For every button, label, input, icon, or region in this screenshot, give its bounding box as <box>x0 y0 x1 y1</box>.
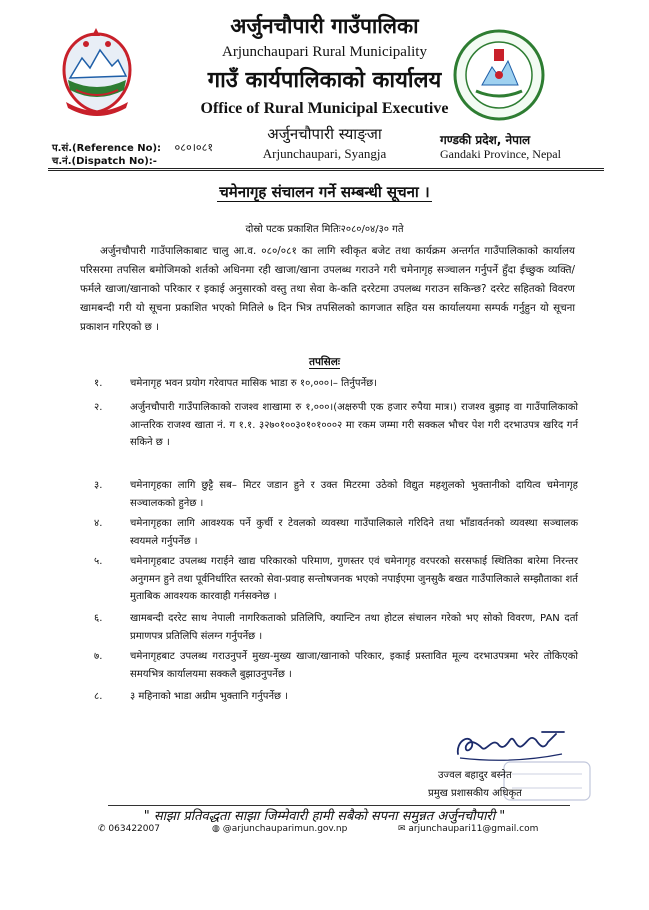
globe-icon: ◍ <box>212 824 220 834</box>
municipality-name-nepali: अर्जुनचौपारी गाउँपालिका <box>230 13 419 38</box>
signatory-designation: प्रमुख प्रशासकीय अधिकृत <box>428 788 522 799</box>
website-text: @arjunchauparimun.gov.np <box>222 824 348 834</box>
province-english: Gandaki Province, Nepal <box>440 147 561 161</box>
list-item-text: चमेनागृहका लागि छुट्टै सब– मिटर जडान हुने र उक्त मिटरमा उठेको विद्युत महशुलको भुक्तानीको दायित्व चमेनागृह सञ्चालकको हुनेछ । <box>130 480 578 509</box>
list-item-text: अर्जुनचौपारी गाउँपालिकाको राजश्व शाखामा रु १,०००।(अक्षरुपी एक हजार रुपैया मात्र।) राजश्व बुझाइ वा गाउँपालिकाको आन्तरिक राजश्व खाता नं. ग १.१. ३२७०१००३०१०१०००२ मा रकम जम्मा गरी सक्कल भौचर पेश गरी दरभाउपत्र खरिद गर्न सकिने छ । <box>130 402 578 448</box>
reference-value: ०८०।०८१ <box>174 141 214 154</box>
list-item-number: ७. <box>94 651 103 662</box>
email-contact <box>398 824 538 834</box>
notice-title-text: चमेनागृह संचालन गर्ने सम्बन्धी सूचना । <box>219 183 430 201</box>
nepal-emblem-logo <box>56 28 138 118</box>
signatory-name: उज्वल बहादुर बस्नेत <box>438 770 512 781</box>
list-item-text: खामबन्दी दररेट साथ नेपाली नागरिकताको प्रतिलिपि, क्यान्टिन तथा होटल संचालन गरेको भए सोको विवरण, PAN दर्ता प्रमाणपत्र प्रतिलिपि संलग्न गर्नुपर्नेछ । <box>130 613 578 642</box>
list-item-text: चमेनागृहबाट उपलब्ध गराउनुपर्ने मुख्य-मुख्य खाजा/खानाको परिकार, इकाई प्रस्तावित मूल्य दरभाउपत्रमा भरेर तोकिएको समयभित्र कार्यालयमा सक्कलै बुझाउनुपर्नेछ । <box>130 651 578 680</box>
notice-title <box>0 182 649 202</box>
notice-intro-paragraph: अर्जुनचौपारी गाउँपालिकाबाट चालु आ.व. ०८०/०८१ का लागि स्वीकृत बजेट तथा कार्यक्रम अन्तर्गत गाउँपालिकाको कार्यालय परिसरमा तपसिल बमोजिमको शर्तको अधिनमा रही खाजा/खाना उपलब्ध गराउने गरी चमेनागृह सञ्चालन गर्नुपर्ने हुँदा ईच्छुक व्यक्ति/फर्मले खाजा/खानाको परिकार र इकाई अनुसारको वस्तु तथा सेवा के-कति दररेटमा उपलब्ध गराउन सकिन्छ? दररेट सहितको विवरण खामबन्दी गरी यो सूचना प्रकाशित भएको मितिले ७ दिन भित्र तपसिलको कागजात सहित यस कार्यालयमा सम्पर्क गर्नुहुन यो सूचना प्रकाशन गरिएको छ । <box>80 245 575 333</box>
details-heading <box>0 355 649 369</box>
list-item-number: १. <box>94 378 103 389</box>
phone-number: 063422007 <box>108 824 160 834</box>
handwritten-signature <box>452 724 572 764</box>
dispatch-label: च.नं.(Dispatch No):- <box>52 156 157 167</box>
list-item-text: चमेनागृह भवन प्रयोग गरेवापत मासिक भाडा रु १०,०००।– तिर्नुपर्नेछ। <box>130 378 377 389</box>
reference-label: प.सं.(Reference No): <box>52 143 162 154</box>
list-item-number: ४. <box>94 518 103 529</box>
list-item-number: ६. <box>94 613 103 624</box>
header-divider <box>48 168 604 169</box>
header-divider-second <box>48 170 604 171</box>
slogan: " साझा प्रतिवद्धता साझा जिम्मेवारी हामी सबैको सपना समुन्नत अर्जुनचौपारी " <box>143 809 506 824</box>
list-item-text: चमेनागृहका लागि आवश्यक पर्ने कुर्ची र टेवलको व्यवस्था गाउँपालिकाले गरिदिने तथा भाँडावर्तनको व्यवस्था सञ्चालक स्वयमले गर्नुपर्नेछ । <box>130 518 578 547</box>
municipality-name-english: Arjunchaupari Rural Municipality <box>222 44 427 60</box>
list-item-number: ३. <box>94 480 103 491</box>
office-name-english: Office of Rural Municipal Executive <box>200 100 449 117</box>
list-item-number: ५. <box>94 556 103 567</box>
phone-contact <box>98 824 160 834</box>
published-date: दोस्रो पटक प्रकाशित मितिः२०८०/०४/३० गते <box>245 224 404 235</box>
list-item-number: ८. <box>94 691 103 702</box>
province-nepali: गण्डकी प्रदेश, नेपाल <box>440 133 531 147</box>
list-item-text: चमेनागृहबाट उपलब्ध गराईने खाद्य परिकारको परिमाण, गुणस्तर एवं चमेनागृह वरपरको सरसफाई स्थितिका बारेमा निरन्तर अनुगमन हुने तथा पूर्वनिर्धारित स्तरको सेवा-प्रवाह सन्तोषजनक भएको नपाईएमा जुनसुकै बखत गाउँपालिकाले सम्झौताका शर्त मुताबिक आवश्यक कारवाही गर्नसक्नेछ । <box>130 556 578 602</box>
mail-icon: ✉ <box>398 824 406 834</box>
email-text: arjunchaupari11@gmail.com <box>408 824 539 834</box>
list-item-text: ३ महिनाको भाडा अग्रीम भुक्तानि गर्नुपर्नेछ । <box>130 691 289 702</box>
details-heading-text: तपसिलः <box>308 356 340 368</box>
address-english: Arjunchaupari, Syangja <box>262 146 387 161</box>
website-contact <box>212 824 347 834</box>
phone-icon: ✆ <box>98 824 106 834</box>
office-name-nepali: गाउँ कार्यपालिकाको कार्यालय <box>207 67 442 93</box>
address-nepali: अर्जुनचौपारी स्याङ्जा <box>267 125 382 143</box>
list-item-number: २. <box>94 402 103 413</box>
